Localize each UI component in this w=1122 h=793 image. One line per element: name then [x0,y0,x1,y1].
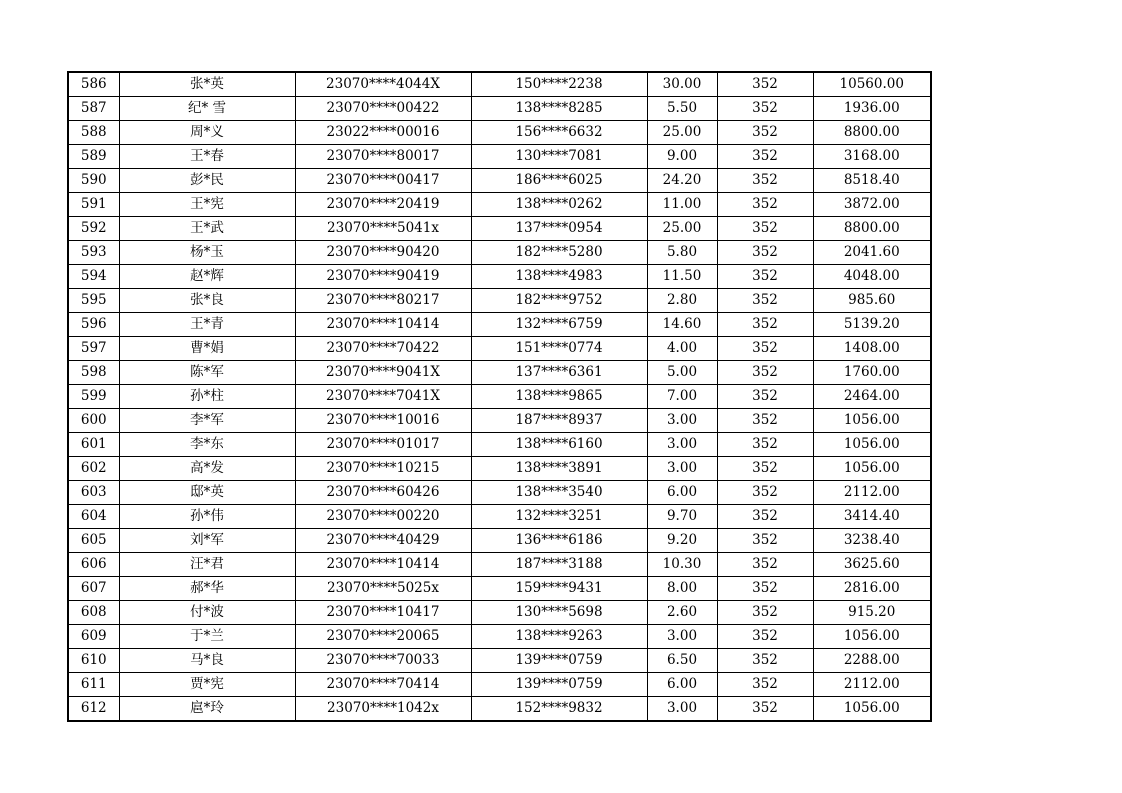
unit-price-cell: 352 [717,289,813,313]
phone-cell: 182****5280 [471,241,647,265]
name-cell: 李*东 [119,433,295,457]
amount-cell: 3168.00 [813,145,931,169]
phone-cell: 156****6632 [471,121,647,145]
row-number-cell: 611 [68,673,119,697]
name-cell: 李*军 [119,409,295,433]
unit-price-cell: 352 [717,72,813,97]
unit-price-cell: 352 [717,673,813,697]
name-cell: 张*良 [119,289,295,313]
phone-cell: 138****8285 [471,97,647,121]
amount-cell: 3238.40 [813,529,931,553]
row-number-cell: 594 [68,265,119,289]
unit-price-cell: 352 [717,649,813,673]
phone-cell: 130****5698 [471,601,647,625]
phone-cell: 130****7081 [471,145,647,169]
unit-price-cell: 352 [717,241,813,265]
area-cell: 3.00 [647,697,717,722]
table-row [68,385,931,409]
table-row [68,433,931,457]
phone-cell: 138****6160 [471,433,647,457]
phone-cell: 151****0774 [471,337,647,361]
phone-cell: 138****9865 [471,385,647,409]
amount-cell: 1936.00 [813,97,931,121]
row-number-cell: 590 [68,169,119,193]
name-cell: 孙*柱 [119,385,295,409]
phone-cell: 138****3891 [471,457,647,481]
unit-price-cell: 352 [717,361,813,385]
area-cell: 9.00 [647,145,717,169]
id-number-cell: 23070****00220 [295,505,471,529]
row-number-cell: 606 [68,553,119,577]
unit-price-cell: 352 [717,385,813,409]
row-number-cell: 597 [68,337,119,361]
name-cell: 王*武 [119,217,295,241]
amount-cell: 8518.40 [813,169,931,193]
area-cell: 3.00 [647,625,717,649]
name-cell: 赵*辉 [119,265,295,289]
amount-cell: 8800.00 [813,121,931,145]
table-row [68,457,931,481]
unit-price-cell: 352 [717,529,813,553]
amount-cell: 3625.60 [813,553,931,577]
amount-cell: 985.60 [813,289,931,313]
unit-price-cell: 352 [717,313,813,337]
amount-cell: 1056.00 [813,409,931,433]
unit-price-cell: 352 [717,481,813,505]
table-row [68,241,931,265]
table-row [68,697,931,722]
unit-price-cell: 352 [717,217,813,241]
area-cell: 25.00 [647,217,717,241]
unit-price-cell: 352 [717,697,813,722]
row-number-cell: 605 [68,529,119,553]
table-row [68,649,931,673]
phone-cell: 138****4983 [471,265,647,289]
area-cell: 5.00 [647,361,717,385]
unit-price-cell: 352 [717,193,813,217]
amount-cell: 3872.00 [813,193,931,217]
table-row [68,121,931,145]
amount-cell: 1056.00 [813,433,931,457]
id-number-cell: 23070****9041X [295,361,471,385]
row-number-cell: 591 [68,193,119,217]
area-cell: 11.00 [647,193,717,217]
name-cell: 邸*英 [119,481,295,505]
name-cell: 贾*宪 [119,673,295,697]
row-number-cell: 595 [68,289,119,313]
id-number-cell: 23070****4044X [295,72,471,97]
area-cell: 7.00 [647,385,717,409]
row-number-cell: 609 [68,625,119,649]
unit-price-cell: 352 [717,409,813,433]
name-cell: 高*发 [119,457,295,481]
phone-cell: 132****6759 [471,313,647,337]
amount-cell: 1408.00 [813,337,931,361]
name-cell: 孙*伟 [119,505,295,529]
table-row [68,289,931,313]
area-cell: 3.00 [647,409,717,433]
row-number-cell: 586 [68,72,119,97]
table-row [68,265,931,289]
id-number-cell: 23070****5041x [295,217,471,241]
phone-cell: 182****9752 [471,289,647,313]
area-cell: 3.00 [647,433,717,457]
unit-price-cell: 352 [717,97,813,121]
row-number-cell: 612 [68,697,119,722]
unit-price-cell: 352 [717,625,813,649]
row-number-cell: 601 [68,433,119,457]
table-row [68,169,931,193]
phone-cell: 150****2238 [471,72,647,97]
area-cell: 24.20 [647,169,717,193]
unit-price-cell: 352 [717,553,813,577]
phone-cell: 159****9431 [471,577,647,601]
row-number-cell: 604 [68,505,119,529]
amount-cell: 1056.00 [813,697,931,722]
table-row [68,337,931,361]
id-number-cell: 23070****01017 [295,433,471,457]
name-cell: 王*春 [119,145,295,169]
row-number-cell: 596 [68,313,119,337]
table-row [68,97,931,121]
area-cell: 8.00 [647,577,717,601]
id-number-cell: 23070****90420 [295,241,471,265]
id-number-cell: 23070****60426 [295,481,471,505]
amount-cell: 4048.00 [813,265,931,289]
table-row [68,577,931,601]
id-number-cell: 23070****80217 [295,289,471,313]
area-cell: 6.00 [647,673,717,697]
unit-price-cell: 352 [717,121,813,145]
name-cell: 杨*玉 [119,241,295,265]
row-number-cell: 602 [68,457,119,481]
id-number-cell: 23070****7041X [295,385,471,409]
id-number-cell: 23070****70033 [295,649,471,673]
amount-cell: 2464.00 [813,385,931,409]
id-number-cell: 23070****10414 [295,553,471,577]
id-number-cell: 23070****00417 [295,169,471,193]
phone-cell: 187****8937 [471,409,647,433]
amount-cell: 1056.00 [813,457,931,481]
row-number-cell: 610 [68,649,119,673]
id-number-cell: 23070****10215 [295,457,471,481]
row-number-cell: 588 [68,121,119,145]
name-cell: 于*兰 [119,625,295,649]
area-cell: 10.30 [647,553,717,577]
amount-cell: 915.20 [813,601,931,625]
area-cell: 11.50 [647,265,717,289]
area-cell: 2.80 [647,289,717,313]
unit-price-cell: 352 [717,457,813,481]
name-cell: 汪*君 [119,553,295,577]
area-cell: 5.50 [647,97,717,121]
row-number-cell: 607 [68,577,119,601]
table-row [68,553,931,577]
area-cell: 14.60 [647,313,717,337]
table-row [68,505,931,529]
table-row [68,145,931,169]
name-cell: 王*青 [119,313,295,337]
amount-cell: 2816.00 [813,577,931,601]
table-row [68,601,931,625]
unit-price-cell: 352 [717,577,813,601]
area-cell: 5.80 [647,241,717,265]
name-cell: 曹*娟 [119,337,295,361]
id-number-cell: 23070****20419 [295,193,471,217]
phone-cell: 137****0954 [471,217,647,241]
id-number-cell: 23070****90419 [295,265,471,289]
phone-cell: 187****3188 [471,553,647,577]
row-number-cell: 600 [68,409,119,433]
row-number-cell: 608 [68,601,119,625]
area-cell: 25.00 [647,121,717,145]
area-cell: 4.00 [647,337,717,361]
area-cell: 6.50 [647,649,717,673]
name-cell: 马*良 [119,649,295,673]
phone-cell: 138****0262 [471,193,647,217]
unit-price-cell: 352 [717,505,813,529]
name-cell: 王*宪 [119,193,295,217]
amount-cell: 5139.20 [813,313,931,337]
name-cell: 付*波 [119,601,295,625]
phone-cell: 186****6025 [471,169,647,193]
unit-price-cell: 352 [717,337,813,361]
name-cell: 张*英 [119,72,295,97]
area-cell: 2.60 [647,601,717,625]
id-number-cell: 23070****1042x [295,697,471,722]
name-cell: 扈*玲 [119,697,295,722]
id-number-cell: 23070****70414 [295,673,471,697]
row-number-cell: 593 [68,241,119,265]
unit-price-cell: 352 [717,433,813,457]
name-cell: 纪* 雪 [119,97,295,121]
row-number-cell: 599 [68,385,119,409]
table-body [68,72,931,721]
data-table [67,71,932,722]
amount-cell: 3414.40 [813,505,931,529]
phone-cell: 132****3251 [471,505,647,529]
table-row [68,625,931,649]
amount-cell: 10560.00 [813,72,931,97]
row-number-cell: 587 [68,97,119,121]
phone-cell: 138****3540 [471,481,647,505]
id-number-cell: 23070****10414 [295,313,471,337]
amount-cell: 2112.00 [813,673,931,697]
row-number-cell: 603 [68,481,119,505]
unit-price-cell: 352 [717,145,813,169]
id-number-cell: 23070****10417 [295,601,471,625]
area-cell: 30.00 [647,72,717,97]
id-number-cell: 23070****70422 [295,337,471,361]
amount-cell: 1760.00 [813,361,931,385]
phone-cell: 136****6186 [471,529,647,553]
row-number-cell: 598 [68,361,119,385]
phone-cell: 137****6361 [471,361,647,385]
table-row [68,193,931,217]
unit-price-cell: 352 [717,601,813,625]
table-row [68,673,931,697]
id-number-cell: 23070****80017 [295,145,471,169]
phone-cell: 138****9263 [471,625,647,649]
id-number-cell: 23070****00422 [295,97,471,121]
amount-cell: 8800.00 [813,217,931,241]
row-number-cell: 589 [68,145,119,169]
unit-price-cell: 352 [717,265,813,289]
table-row [68,313,931,337]
area-cell: 9.20 [647,529,717,553]
table-row [68,217,931,241]
id-number-cell: 23070****20065 [295,625,471,649]
table-row [68,72,931,97]
table-row [68,361,931,385]
name-cell: 郝*华 [119,577,295,601]
phone-cell: 139****0759 [471,673,647,697]
unit-price-cell: 352 [717,169,813,193]
phone-cell: 139****0759 [471,649,647,673]
id-number-cell: 23022****00016 [295,121,471,145]
name-cell: 刘*军 [119,529,295,553]
area-cell: 3.00 [647,457,717,481]
row-number-cell: 592 [68,217,119,241]
amount-cell: 1056.00 [813,625,931,649]
area-cell: 6.00 [647,481,717,505]
id-number-cell: 23070****10016 [295,409,471,433]
area-cell: 9.70 [647,505,717,529]
table-row [68,481,931,505]
name-cell: 周*义 [119,121,295,145]
amount-cell: 2112.00 [813,481,931,505]
id-number-cell: 23070****5025x [295,577,471,601]
phone-cell: 152****9832 [471,697,647,722]
table-row [68,409,931,433]
amount-cell: 2041.60 [813,241,931,265]
name-cell: 彭*民 [119,169,295,193]
table-row [68,529,931,553]
name-cell: 陈*军 [119,361,295,385]
id-number-cell: 23070****40429 [295,529,471,553]
amount-cell: 2288.00 [813,649,931,673]
